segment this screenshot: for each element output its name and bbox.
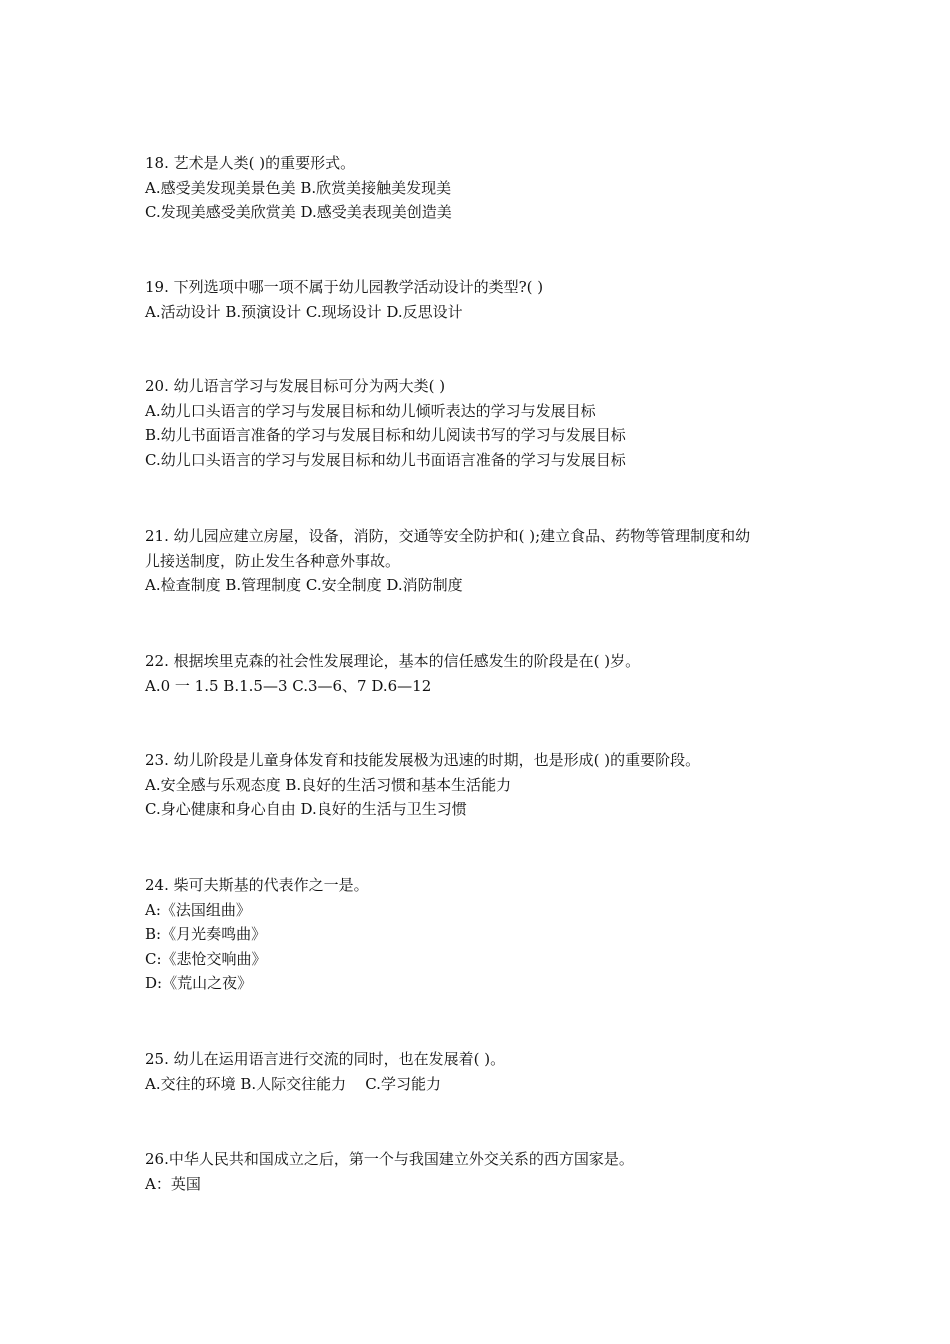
options-line: A.交往的环境 B.人际交往能力 C.学习能力: [145, 1074, 441, 1093]
options-line: A.安全感与乐观态度 B.良好的生活习惯和基本生活能力: [145, 775, 512, 794]
question-19: [145, 275, 825, 324]
question-text: 22. 根据埃里克森的社会性发展理论，基本的信任感发生的阶段是在( )岁。: [145, 652, 641, 670]
option-b: B.幼儿书面语言准备的学习与发展目标和幼儿阅读书写的学习与发展目标: [145, 426, 626, 444]
option-a: A:《法国组曲》: [145, 900, 251, 919]
question-18: [145, 151, 825, 225]
question-26: [145, 1147, 825, 1196]
question-text: 25. 幼儿在运用语言进行交流的同时，也在发展着( )。: [145, 1050, 506, 1068]
question-text: 24. 柴可夫斯基的代表作之一是。: [145, 876, 369, 894]
question-text: 19. 下列选项中哪一项不属于幼儿园教学活动设计的类型?( ): [145, 278, 544, 296]
question-text: 26.中华人民共和国成立之后，第一个与我国建立外交关系的西方国家是。: [145, 1150, 634, 1168]
question-text-continued: 儿接送制度，防止发生各种意外事故。: [145, 551, 401, 570]
option-b: B:《月光奏鸣曲》: [145, 925, 267, 943]
option-c: C.幼儿口头语言的学习与发展目标和幼儿书面语言准备的学习与发展目标: [145, 450, 626, 469]
question-21: [145, 524, 825, 598]
option-a: A：英国: [145, 1174, 201, 1193]
question-22: [145, 649, 825, 698]
options-line: A.感受美发现美景色美 B.欣赏美接触美发现美: [145, 178, 452, 197]
options-line: C.发现美感受美欣赏美 D.感受美表现美创造美: [145, 203, 452, 221]
question-20: [145, 374, 825, 472]
options-line: C.身心健康和身心自由 D.良好的生活与卫生习惯: [145, 800, 467, 818]
question-24: [145, 873, 825, 996]
options-line: A.0 一 1.5 B.1.5—3 C.3—6、7 D.6—12: [145, 676, 432, 695]
question-text: 23. 幼儿阶段是儿童身体发育和技能发展极为迅速的时期，也是形成( )的重要阶段。: [145, 751, 701, 769]
question-25: [145, 1047, 825, 1096]
option-d: D:《荒山之夜》: [145, 974, 253, 992]
option-a: A.幼儿口头语言的学习与发展目标和幼儿倾听表达的学习与发展目标: [145, 401, 596, 420]
question-23: [145, 748, 825, 822]
options-line: A.检查制度 B.管理制度 C.安全制度 D.消防制度: [145, 576, 463, 594]
question-text: 20. 幼儿语言学习与发展目标可分为两大类( ): [145, 377, 446, 395]
options-line: A.活动设计 B.预演设计 C.现场设计 D.反思设计: [145, 302, 463, 321]
question-text: 18. 艺术是人类( )的重要形式。: [145, 154, 356, 172]
question-text: 21. 幼儿园应建立房屋，设备，消防，交通等安全防护和( );建立食品、药物等管理制度和幼: [145, 527, 751, 545]
option-c: C:《悲怆交响曲》: [145, 949, 267, 968]
